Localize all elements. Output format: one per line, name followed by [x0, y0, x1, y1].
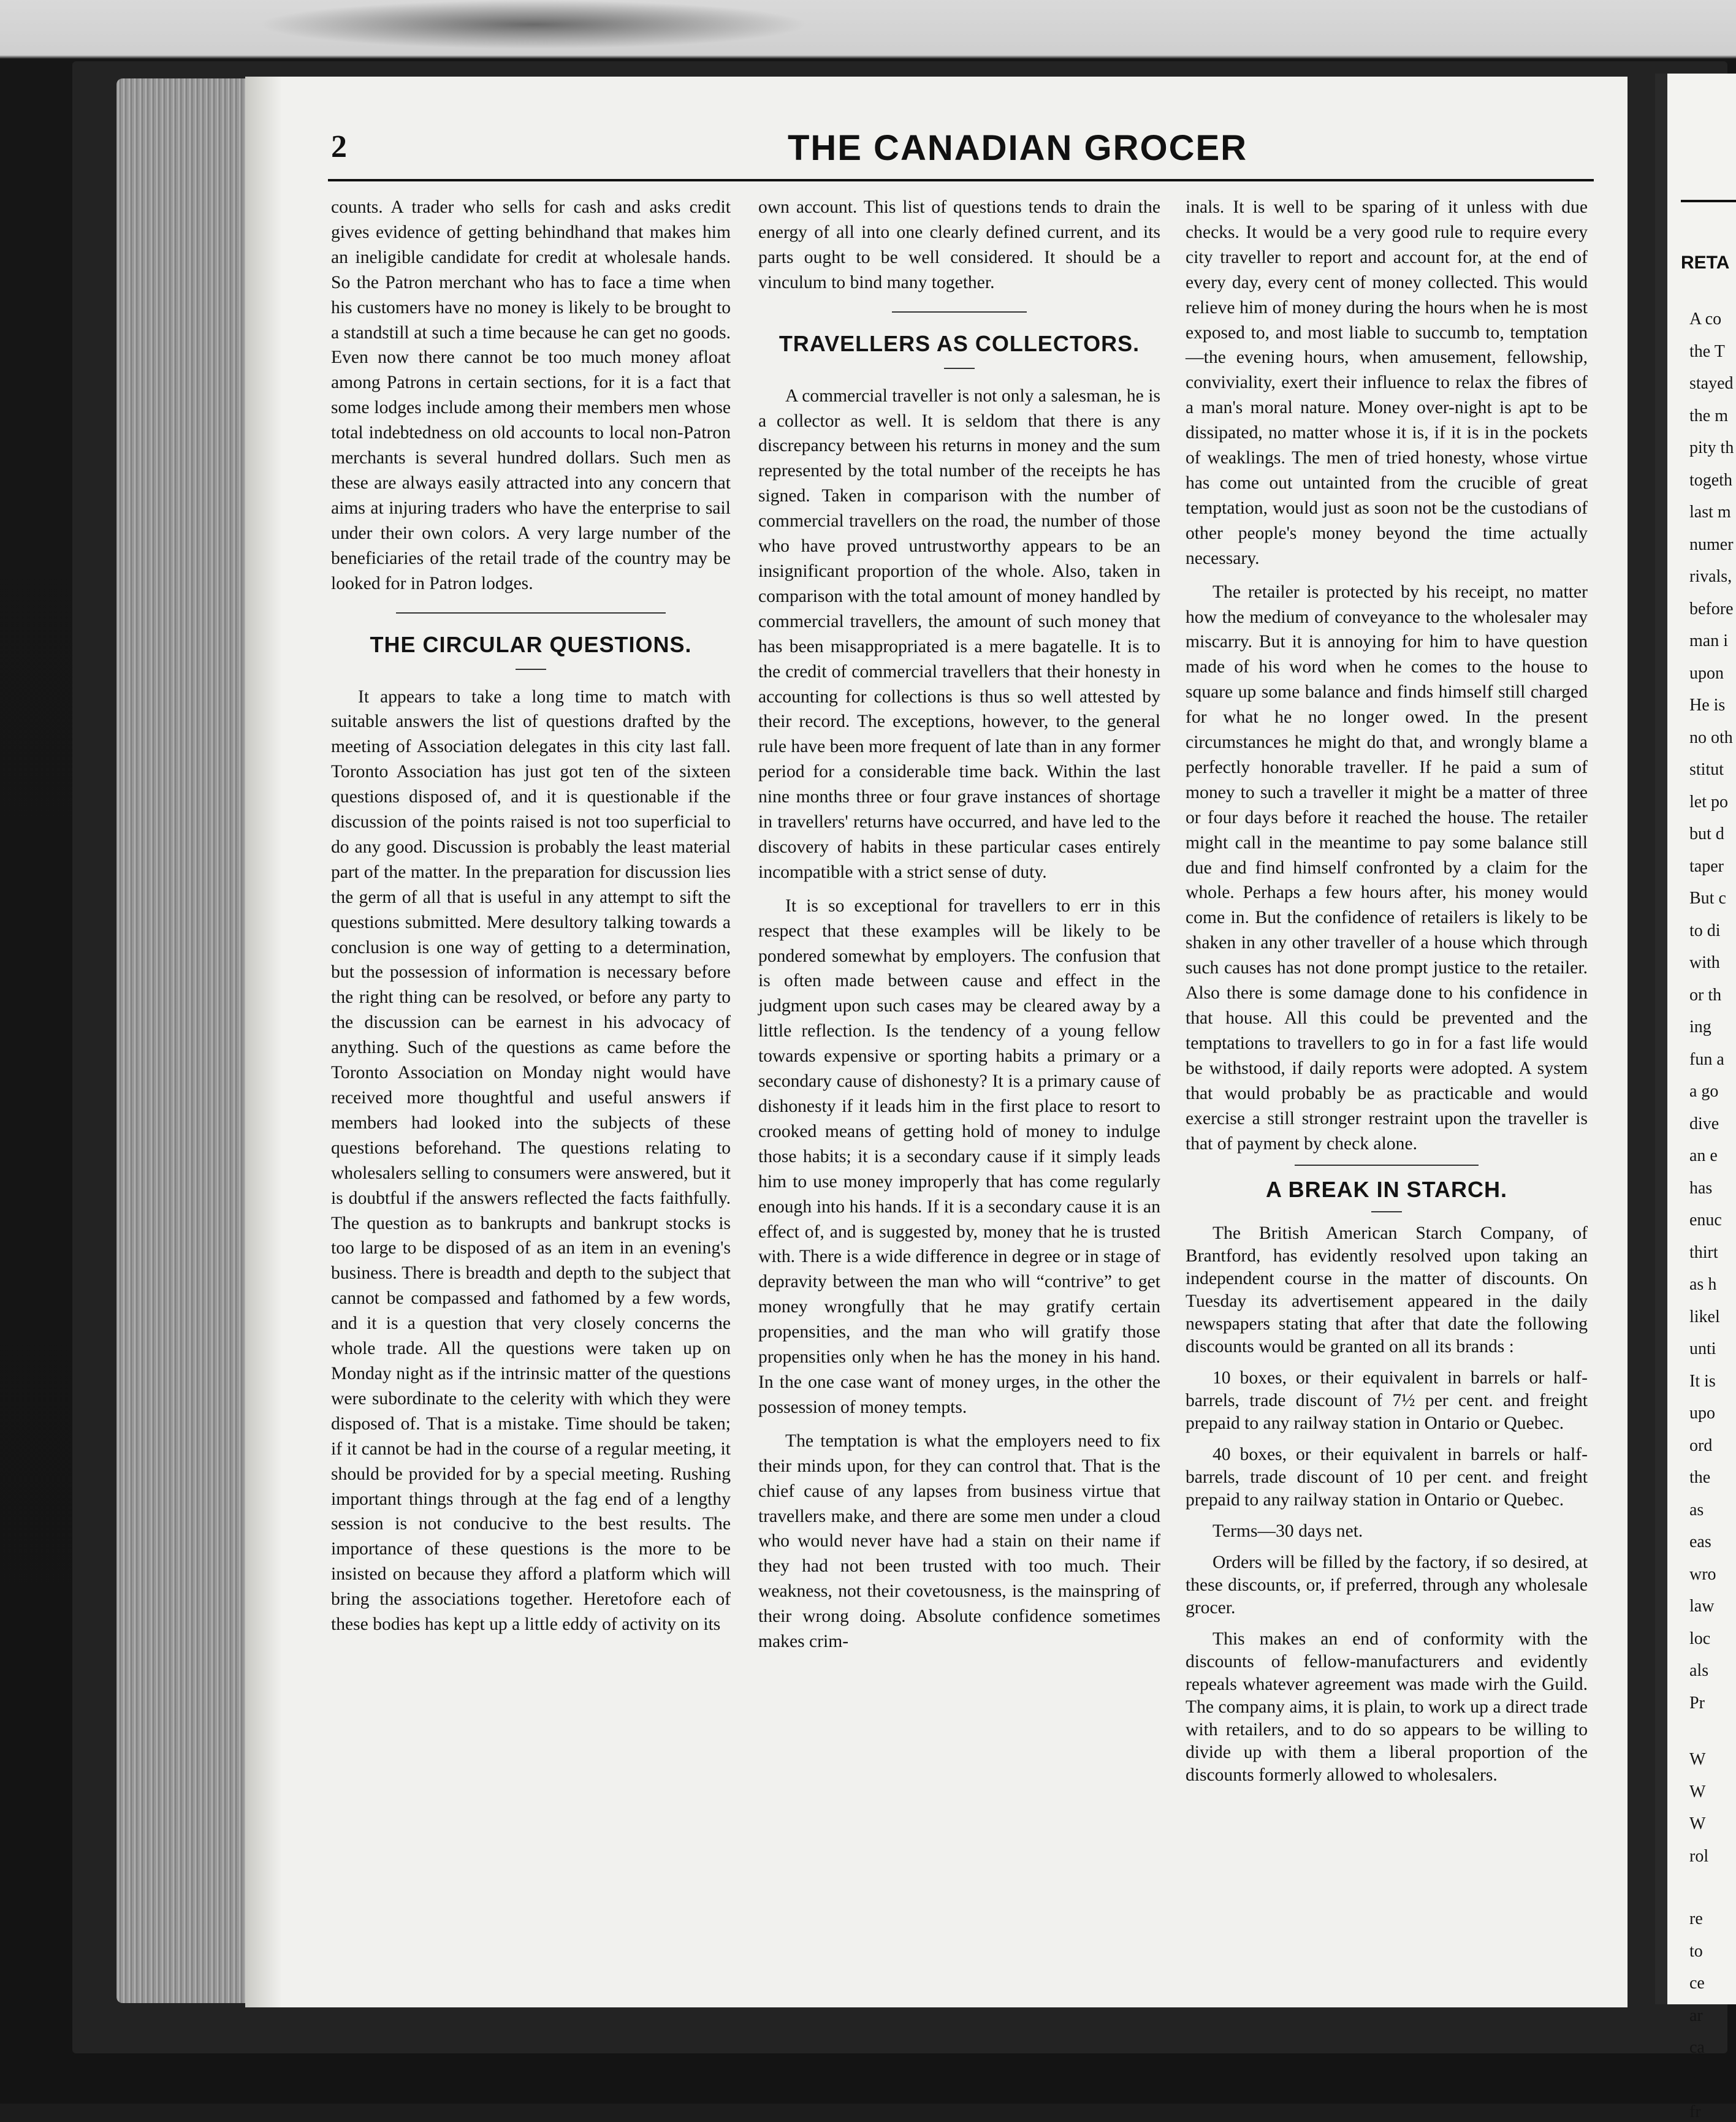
facing-page-fragment: ca: [1689, 2038, 1705, 2057]
facing-page-fragment: upo: [1689, 1404, 1715, 1423]
header-rule: [328, 179, 1594, 181]
facing-page-fragment: enuc: [1689, 1211, 1722, 1230]
paragraph: A commercial traveller is not only a salesman, he is a collector as well. It is seldom that there is any discrepancy between his returns in money and the sum represented by the total number of the receipts he has signed. Taken in comparison with the number of commercial travellers on the road, the number of those who have proved untrustworthy appears to be an insignificant proportion of the whole. Also, taken in comparison with the total amount of money handled by commercial travellers, the amount of such money that has been misappropriated is a mere bagatelle. It is to the credit of commercial travellers that their honesty in accounting for collections is thus so well attested by their record. The exceptions, however, to the general rule have been more frequent of late than in any former period for a considerable time back. Within the last nine months three or four grave instances of shortage in travellers' returns have occurred, and have led to the discovery of habits in these particular cases entirely incompatible with a strict sense of duty.: [758, 386, 1160, 882]
section-separator: [396, 612, 666, 614]
heading-rule: [1371, 1211, 1402, 1212]
facing-page-fragment: likel: [1689, 1307, 1720, 1326]
facing-page-fragment: W: [1689, 1782, 1706, 1801]
facing-page-fragment: togeth: [1689, 470, 1732, 490]
facing-page-fragment: ce: [1689, 1974, 1705, 1993]
column-3: [1186, 195, 1588, 1795]
facing-page-fragment: W: [1689, 1750, 1706, 1769]
paragraph: Orders will be filled by the factory, if so desired, at these discounts, or, if preferred, through any wholesale grocer.: [1186, 1553, 1588, 1618]
facing-page-fragment: wro: [1689, 1564, 1716, 1584]
facing-page-fragment: to di: [1689, 921, 1721, 940]
facing-page-fragment: last m: [1689, 503, 1731, 522]
facing-page-fragment: law: [1689, 1597, 1715, 1616]
facing-page-fragment: stayed: [1689, 374, 1734, 393]
facing-page: [1667, 74, 1736, 2004]
section-separator: [1295, 1165, 1479, 1166]
running-title: THE CANADIAN GROCER: [787, 128, 1248, 168]
facing-page-fragment: upon: [1689, 663, 1724, 683]
facing-page-fragment: stitut: [1689, 760, 1724, 779]
facing-page-fragment: to: [1689, 1941, 1703, 1961]
paragraph: It appears to take a long time to match with suitable answers the list of questions drafted by the meeting of Association delegates in this city last fall. Toronto Association has just got ten of the sixteen questions disposed of, and it is questionable if the discussion of the points raised is not too superficial to do any good. Discussion is probably the least material part of the matter. In the preparation for discussion lies the germ of all that is useful in any attempt to sift the questions submitted. Mere desultory talking towards a conclusion is one way of getting to a determination, but the possession of information is necessary before the right thing can be resolved, or before any party to the discussion can be earnest in his advocacy of anything. Such of the questions as came before the Toronto Association on Monday night would have received more thoughtful and useful answers if members had looked into the subjects of these questions beforehand. The questions relating to wholesalers selling to consumers were answered, but it is doubtful if the answers reflected the facts faithfully. The question as to bankrupts and bankrupt stocks is too large to be disposed of as an item in an evening's business. There is breadth and depth to the subject that cannot be compassed and fathomed by a few words, and it is a question that very closely concerns the whole trade. All the questions were taken up on Monday night as if the intrinsic matter of the questions were subordinate to the celerity with which they were disposed of. That is a mistake. Time should be taken; if it cannot be had in the course of a regular meeting, it should be provided for by a special meeting. Rushing important things through at the fag end of a lengthy session is not conducive to the best results. The importance of these questions is the more to be insisted on because they afford a platform which will bring the associations together. Heretofore each of these bodies has kept up a little eddy of activity on its: [331, 686, 731, 1635]
facing-page-fragment: thirt: [1689, 1242, 1718, 1262]
facing-page-fragment: Pr: [1689, 1693, 1705, 1713]
facing-page-fragment: loc: [1689, 1629, 1711, 1648]
paragraph: own account. This list of questions tends to drain the energy of all into one clearly defined current, and its parts ought to be well considered. It should be a vinculum to bind many together.: [758, 197, 1160, 292]
facing-page-fragment: re: [1689, 1909, 1703, 1928]
section-separator: [892, 311, 1027, 313]
facing-page-fragment: But c: [1689, 889, 1726, 908]
facing-page-fragment: no oth: [1689, 728, 1733, 747]
facing-page-fragment: fun a: [1689, 1049, 1724, 1069]
facing-page-fragment: W: [1689, 1814, 1706, 1833]
paragraph: Terms—30 days net.: [1213, 1521, 1363, 1542]
gutter-shadow: [245, 77, 282, 2007]
paragraph: It is so exceptional for travellers to err in this respect that these examples will be likely to be pondered somewhat by employers. The confusion that is often made between cause and effect in the judgment upon such cases may be cleared away by a little reflection. Is the tendency of a young fellow towards expensive or sporting habits a primary or a secondary cause of dishonesty? It is a primary cause of dishonesty if it leads him in the first place to resort to crooked means of getting hold of money to indulge those habits; it is a secondary cause if it simply leads him to use money improperly that has come regularly enough into his hands. If it is a secondary cause it is an effect of, and is suggested by, money that he is trusted with. There is a wide difference in degree or in stage of depravity between the man who will “contrive” to get money wrongfully that he may gratify certain propensities, and the man who will gratify those propensities only when he has the money in his hand. In the one case want of money urges, in the other the possession of money tempts.: [758, 896, 1160, 1417]
column-1: [331, 195, 731, 1646]
scan-smudge: [257, 0, 809, 49]
facing-page-fragment: the T: [1689, 341, 1725, 361]
facing-page-fragment: in: [1689, 2070, 1703, 2090]
section-heading-a-break-in-starch: A BREAK IN STARCH.: [1266, 1177, 1507, 1203]
column-2: [758, 195, 1160, 1663]
facing-page-fragment: dive: [1689, 1114, 1719, 1133]
facing-page-fragment: It is: [1689, 1371, 1716, 1391]
facing-page-fragment: the: [1689, 1468, 1711, 1487]
facing-page-fragment: eas: [1689, 1532, 1711, 1551]
section-heading-circular-questions: THE CIRCULAR QUESTIONS.: [370, 631, 692, 657]
facing-page-fragment: the m: [1689, 406, 1728, 425]
facing-page-fragment: man i: [1689, 631, 1728, 650]
facing-page-fragment: A co: [1689, 310, 1722, 329]
facing-page-fragment: but d: [1689, 824, 1724, 843]
facing-page-fragment: with: [1689, 953, 1720, 972]
paragraph: The temptation is what the employers need to fix their minds upon, for they can control that. That is the chief cause of any lapses from business virtue that travellers make, and there are some men under a cloud who would never have had a stain on their name if they had not been trusted with too much. Their weakness, not their covetousness, is the mainspring of their wrong doing. Absolute confidence sometimes makes crim-: [758, 1431, 1160, 1652]
facing-page-fragment: a go: [1689, 1082, 1719, 1101]
facing-page-heading: RETA: [1681, 253, 1730, 273]
facing-page-fragment: taper: [1689, 856, 1724, 876]
facing-page-fragment: He is: [1689, 696, 1726, 715]
paragraph: 10 boxes, or their equivalent in barrels or half-barrels, trade discount of 7½ per cent. and freight prepaid to any railway station in Ontario or Quebec.: [1186, 1368, 1588, 1434]
facing-page-fragment: als: [1689, 1661, 1709, 1680]
facing-page-fragment: unti: [1689, 1339, 1716, 1358]
section-heading-travellers-as-collectors: TRAVELLERS AS COLLECTORS.: [779, 330, 1140, 356]
paragraph: inals. It is well to be sparing of it unless with due checks. It would be a very good rule to require every city traveller to report and account for, at the end of every day, every cent of money collected. This would relieve him of money during the hours when he is most exposed to, and most liable to succumb to, temptation—the evening hours, when amusement, fellowship, conviviality, exert their influence to relax the fibres of a man's moral nature. Money over-night is apt to be dissipated, no matter whose it is, if it is in the pockets of weaklings. The men of tried honesty, whose virtue has come out untainted from the crucible of great temptation, would just as soon not be the custodians of other people's money beyond the time actually necessary.: [1186, 197, 1588, 568]
facing-page-fragment: before: [1689, 599, 1734, 618]
facing-page-fragment: an e: [1689, 1146, 1718, 1165]
facing-page-fragment: as h: [1689, 1275, 1717, 1294]
paragraph: The retailer is protected by his receipt, no matter how the medium of conveyance to the wholesaler may miscarry. But it is annoying for him to have question made of his word when he comes to the house to square up some balance and finds himself still charged for what he no longer owed. In the present circumstances he might do that, and wrongly blame a perfectly honorable traveller. If he paid a sum of money to such a traveller it might be a matter of three or four days before it reached the house. The retailer might call in the meantime to pay some balance still due and find himself confronted by a claim for the whole. Perhaps a few hours after, his money would come in. But the confidence of retailers is likely to be shaken in any other traveller of a house which through such causes has not done prompt justice to the retailer. Also there is some damage done to his confidence in that house. All this could be prevented and the temptations to travellers to go in for a fast life would be withstood, if daily reports were adopted. A system that would probably be as practicable and would exercise a still stronger restraint upon the traveller is that of payment by check alone.: [1186, 582, 1588, 1154]
facing-page-fragment: as: [1689, 1500, 1704, 1519]
facing-page-fragment: has: [1689, 1178, 1713, 1198]
paragraph: 40 boxes, or their equivalent in barrels or half-barrels, trade discount of 10 per cent. and freight prepaid to any railway station in Ontario or Quebec.: [1186, 1445, 1588, 1510]
facing-page-fragment: pity th: [1689, 438, 1734, 457]
facing-page-rule: [1681, 200, 1736, 202]
facing-page-fragment: ar: [1689, 2006, 1703, 2025]
page-number: 2: [331, 129, 347, 164]
paragraph: counts. A trader who sells for cash and asks credit gives evidence of getting behindhand that makes him an ineligible candidate for credit at wholesale hands. So the Patron merchant who has to face a time when his customers have no money is likely to be brought to a standstill at such a time because he can get no goods. Even now there cannot be too much money afloat among Patrons in certain sections, for it is a fact that some lodges include among their members men whose total indebtedness on old accounts to local non-Patron merchants is several hundred dollars. Such men as these are always easily attracted into any concern that aims at injuring traders who have the enterprise to sail under their own colors. A very large number of the beneficiaries of the retail trade of the country may be looked for in Patron lodges.: [331, 197, 731, 593]
facing-page-fragment: let po: [1689, 792, 1728, 812]
heading-rule: [516, 669, 546, 670]
facing-page-fragment: or th: [1689, 985, 1722, 1005]
paragraph: The British American Starch Company, of Brantford, has evidently resolved upon taking an independent course in the matter of discounts. On Tuesday its advertisement appeared in the daily newspapers stating that after that date the following discounts would be granted on all its brands :: [1186, 1223, 1588, 1357]
facing-page-fragment: fr: [1689, 2102, 1701, 2121]
heading-rule: [944, 368, 975, 369]
facing-page-fragment: ing: [1689, 1017, 1711, 1036]
facing-page-fragment: numer: [1689, 534, 1734, 554]
facing-page-fragment: rivals,: [1689, 567, 1732, 586]
page-edges: [116, 78, 245, 2003]
facing-page-fragment: ord: [1689, 1436, 1713, 1455]
facing-page-fragment: rol: [1689, 1846, 1709, 1866]
paragraph: This makes an end of conformity with the discounts of fellow-manufacturers and evidently repeals whatever agreement was made wirh the Guild. The company aims, it is plain, to work up a direct trade with retailers, and to do so appears to be willing to divide up with them a liberal proportion of the discounts formerly allowed to wholesalers.: [1186, 1629, 1588, 1785]
